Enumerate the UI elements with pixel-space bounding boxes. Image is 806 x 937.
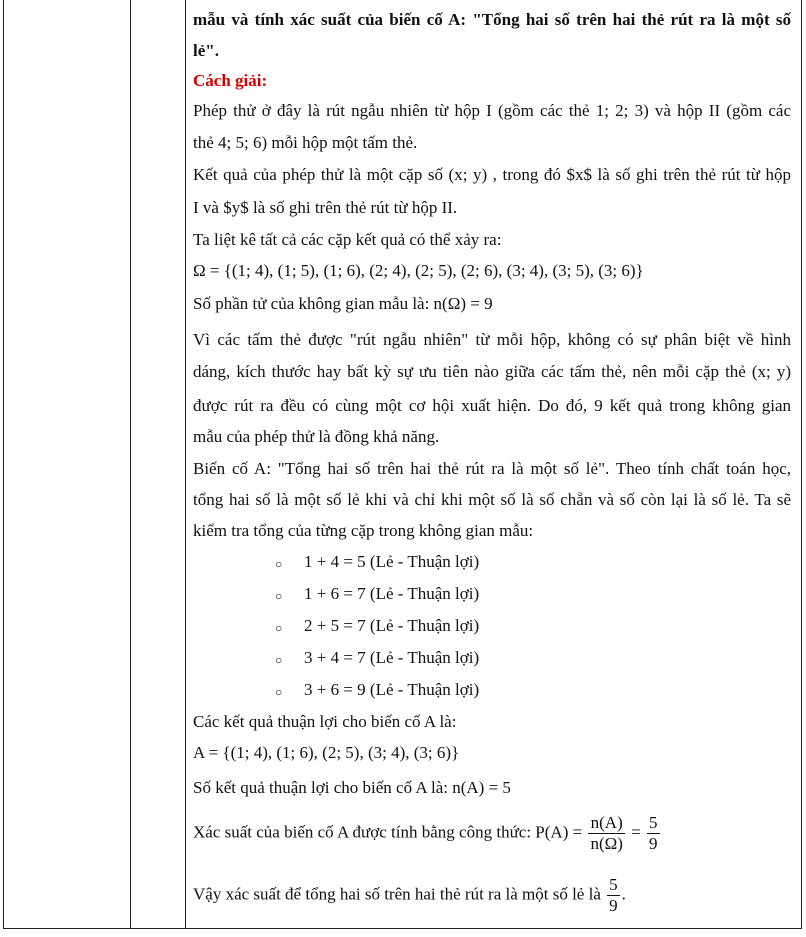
fraction-denominator: n(Ω) <box>590 834 623 853</box>
sample-space-set: Ω = {(1; 4), (1; 5), (1; 6), (2; 4), (2; 5), (2; 6), (3; 4), (3; 5), (3; 6)} <box>193 261 644 280</box>
probability-formula <box>193 813 662 854</box>
fraction-denominator: 9 <box>649 834 658 853</box>
paragraph-line: Ta liệt kê tất cả các cặp kết quả có thể xảy ra: <box>193 230 502 249</box>
bullet-icon: ○ <box>275 557 283 571</box>
favorable-set: A = {(1; 4), (1; 6), (2; 5), (3; 4), (3; 6)} <box>193 743 460 762</box>
fraction-numerator: n(A) <box>588 813 624 834</box>
paragraph-line: Biến cố A: "Tổng hai số trên hai thẻ rút ra là một số lẻ". Theo tính chất toán học, <box>193 459 791 478</box>
paragraph-line: Số phần tử của không gian mẫu là: n(Ω) = 9 <box>193 294 493 313</box>
paragraph-line: tổng hai số là một số lẻ khi và chỉ khi một số là số chẵn và số còn lại là số lẻ. Ta sẽ <box>193 490 791 509</box>
paragraph-line: Kết quả của phép thử là một cặp số (x; y) , trong đó $x$ là số ghi trên thẻ rút từ hộp <box>193 165 791 184</box>
paragraph-line: dáng, kích thước hay bất kỳ sự ưu tiên nào giữa các tấm thẻ, nên mỗi cặp thẻ (x; y) <box>193 362 791 381</box>
paragraph-line: được rút ra đều có cùng một cơ hội xuất hiện. Do đó, 9 kết quả trong không gian <box>193 396 791 415</box>
fraction-denominator: 9 <box>609 896 618 915</box>
list-item: 3 + 6 = 9 (Lẻ - Thuận lợi) <box>304 680 480 699</box>
bullet-icon: ○ <box>275 589 283 603</box>
column-divider-2 <box>185 0 186 928</box>
paragraph-line: Số kết quả thuận lợi cho biến cố A là: n(A) = 5 <box>193 778 511 797</box>
paragraph-line: kiểm tra tổng của từng cặp trong không gian mẫu: <box>193 521 534 540</box>
paragraph-line: Các kết quả thuận lợi cho biến cố A là: <box>193 712 457 731</box>
fraction-numerator: 5 <box>609 875 618 894</box>
paragraph-line: thẻ 4; 5; 6) mỗi hộp một tấm thẻ. <box>193 133 418 152</box>
conclusion-text: Vậy xác suất để tổng hai số trên hai thẻ rút ra là một số lẻ là <box>193 884 601 904</box>
solution-heading: Cách giải: <box>193 71 268 90</box>
period: . <box>621 884 626 904</box>
list-item: 2 + 5 = 7 (Lẻ - Thuận lợi) <box>304 616 480 635</box>
conclusion-line <box>193 875 626 916</box>
paragraph-line: mẫu của phép thử là đồng khả năng. <box>193 427 440 446</box>
fraction <box>647 813 660 854</box>
fraction <box>607 875 620 916</box>
list-item: 1 + 6 = 7 (Lẻ - Thuận lợi) <box>304 584 480 603</box>
problem-text-line-2: lẻ". <box>193 41 219 60</box>
fraction-numerator: 5 <box>649 813 658 832</box>
bullet-icon: ○ <box>275 685 283 699</box>
equals-sign: = <box>631 822 641 842</box>
list-item: 1 + 4 = 5 (Lẻ - Thuận lợi) <box>304 552 480 571</box>
paragraph-line: Vì các tấm thẻ được "rút ngẫu nhiên" từ mỗi hộp, không có sự phân biệt về hình <box>193 330 791 349</box>
paragraph-line: I và $y$ là số ghi trên thẻ rút từ hộp II. <box>193 198 458 217</box>
list-item: 3 + 4 = 7 (Lẻ - Thuận lợi) <box>304 648 480 667</box>
problem-text-line-1: mẫu và tính xác suất của biến cố A: "Tổng hai số trên hai thẻ rút ra là một số <box>193 10 791 29</box>
bullet-icon: ○ <box>275 621 283 635</box>
formula-text: Xác suất của biến cố A được tính bằng công thức: P(A) = <box>193 822 583 842</box>
bullet-icon: ○ <box>275 653 283 667</box>
fraction <box>588 813 624 854</box>
paragraph-line: Phép thử ở đây là rút ngẫu nhiên từ hộp I (gồm các thẻ 1; 2; 3) và hộp II (gồm các <box>193 101 791 120</box>
column-divider-1 <box>130 0 131 928</box>
